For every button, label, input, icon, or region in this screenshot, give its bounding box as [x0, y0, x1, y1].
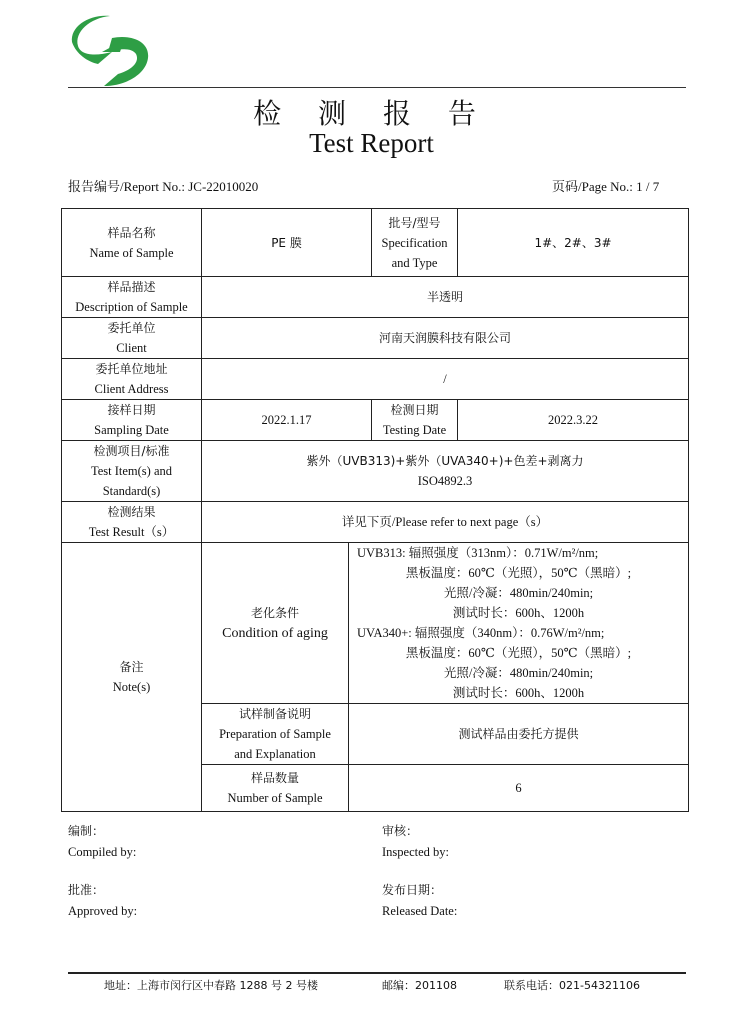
sample-name-label-en: Name of Sample: [89, 245, 174, 260]
row-sample-name: [62, 209, 689, 277]
title-english: Test Report: [309, 128, 434, 158]
approved-label-en: Approved by:: [68, 904, 138, 918]
footer-phone: 联系电话：021-54321106: [504, 979, 640, 992]
desc-label-en: Description of Sample: [75, 300, 188, 314]
inspected-label-en: Inspected by:: [382, 845, 449, 859]
address-label-cn: 委托单位地址: [95, 362, 168, 376]
client-value: 河南天润膜科技有限公司: [202, 318, 689, 359]
item-value-line1: 紫外（UVB313)+紫外（UVA340+)+色差+剥离力: [306, 454, 584, 468]
testing-label-cn: 检测日期: [390, 403, 439, 417]
green-s-logo-icon: [68, 12, 154, 90]
sample-name-label-cn: 样品名称: [107, 225, 156, 240]
aging-line: 测试时长：600h、1200h: [452, 686, 585, 700]
prep-value: 测试样品由委托方提供: [349, 704, 689, 765]
sampling-value: 2022.1.17: [202, 400, 372, 441]
row-test-result: [62, 502, 689, 543]
testing-value: 2022.3.22: [458, 400, 689, 441]
released-date: [382, 880, 457, 922]
result-label-en: Test Result（s）: [88, 525, 175, 539]
testing-label-en: Testing Date: [382, 423, 447, 437]
desc-label-cn: 样品描述: [107, 280, 156, 294]
client-label-cn: 委托单位: [107, 321, 156, 335]
prep-label-en2: and Explanation: [234, 747, 316, 761]
aging-line: UVA340+: 辐照强度（340nm）：0.76W/m²/nm;: [357, 626, 605, 640]
aging-line: 光照/冷凝：480min/240min;: [443, 666, 594, 680]
result-label-cn: 检测结果: [107, 505, 156, 519]
spec-label-en2: and Type: [391, 255, 438, 270]
row-client: [62, 318, 689, 359]
row-test-items: [62, 441, 689, 502]
sampling-label-en: Sampling Date: [94, 423, 169, 437]
prep-label-cn: 试样制备说明: [238, 707, 311, 721]
aging-line: 光照/冷凝：480min/240min;: [443, 586, 594, 600]
header-rule: [68, 87, 686, 88]
address-label-en: Client Address: [94, 382, 169, 396]
aging-line: 黑板温度：60℃（光照），50℃（黑暗）;: [405, 566, 632, 580]
client-label-en: Client: [116, 341, 147, 355]
approved-by: [68, 880, 137, 922]
report-number: 报告编号/Report No.: JC-22010020: [68, 179, 259, 194]
approved-label-cn: 批准：: [68, 883, 105, 897]
address-value: /: [202, 359, 689, 400]
spec-value: 1#、2#、3#: [458, 209, 689, 277]
note-label-cn: 备注: [119, 660, 144, 674]
aging-line: 黑板温度：60℃（光照），50℃（黑暗）;: [405, 646, 632, 660]
item-label-en2: Standard(s): [102, 484, 161, 498]
desc-value: 半透明: [202, 277, 689, 318]
footer-rule: [68, 972, 686, 974]
sampling-label-cn: 接样日期: [107, 403, 156, 417]
qty-label-cn: 样品数量: [250, 771, 299, 785]
qty-value: 6: [349, 765, 689, 812]
aging-conditions: [349, 543, 689, 704]
item-label-cn: 检测项目/标准: [93, 444, 170, 458]
row-aging: [62, 543, 689, 704]
page-number: 页码/Page No.: 1 / 7: [552, 179, 660, 194]
aging-label-en: Condition of aging: [222, 625, 328, 641]
note-label-en: Note(s): [112, 680, 151, 694]
report-table: [61, 208, 689, 812]
sample-name-value: PE 膜: [202, 209, 372, 277]
result-value: 详见下页/Please refer to next page（s）: [202, 502, 689, 543]
spec-label-cn: 批号/型号: [388, 215, 441, 230]
aging-line: UVB313: 辐照强度（313nm）：0.71W/m²/nm;: [357, 546, 599, 560]
aging-label-cn: 老化条件: [250, 605, 299, 620]
spec-label-en1: Specification: [381, 235, 448, 250]
compiled-label-cn: 编制：: [68, 824, 105, 838]
footer-postcode: 邮编：201108: [382, 979, 457, 992]
footer-address: 地址：上海市闵行区中春路 1288 号 2 号楼: [104, 979, 318, 992]
item-value-line2: ISO4892.3: [417, 474, 473, 488]
prep-label-en1: Preparation of Sample: [219, 727, 331, 741]
row-description: [62, 277, 689, 318]
compiled-by: [68, 821, 136, 863]
item-label-en1: Test Item(s) and: [90, 464, 173, 478]
qty-label-en: Number of Sample: [227, 791, 323, 805]
released-label-cn: 发布日期：: [382, 883, 443, 897]
aging-line: 测试时长：600h、1200h: [452, 606, 585, 620]
inspected-label-cn: 审核：: [382, 824, 419, 838]
released-label-en: Released Date:: [382, 904, 458, 918]
footer: [104, 977, 640, 993]
compiled-label-en: Compiled by:: [68, 845, 137, 859]
row-client-address: [62, 359, 689, 400]
inspected-by: [382, 821, 449, 863]
title-chinese: 检 测 报 告: [253, 97, 490, 130]
row-dates: [62, 400, 689, 441]
